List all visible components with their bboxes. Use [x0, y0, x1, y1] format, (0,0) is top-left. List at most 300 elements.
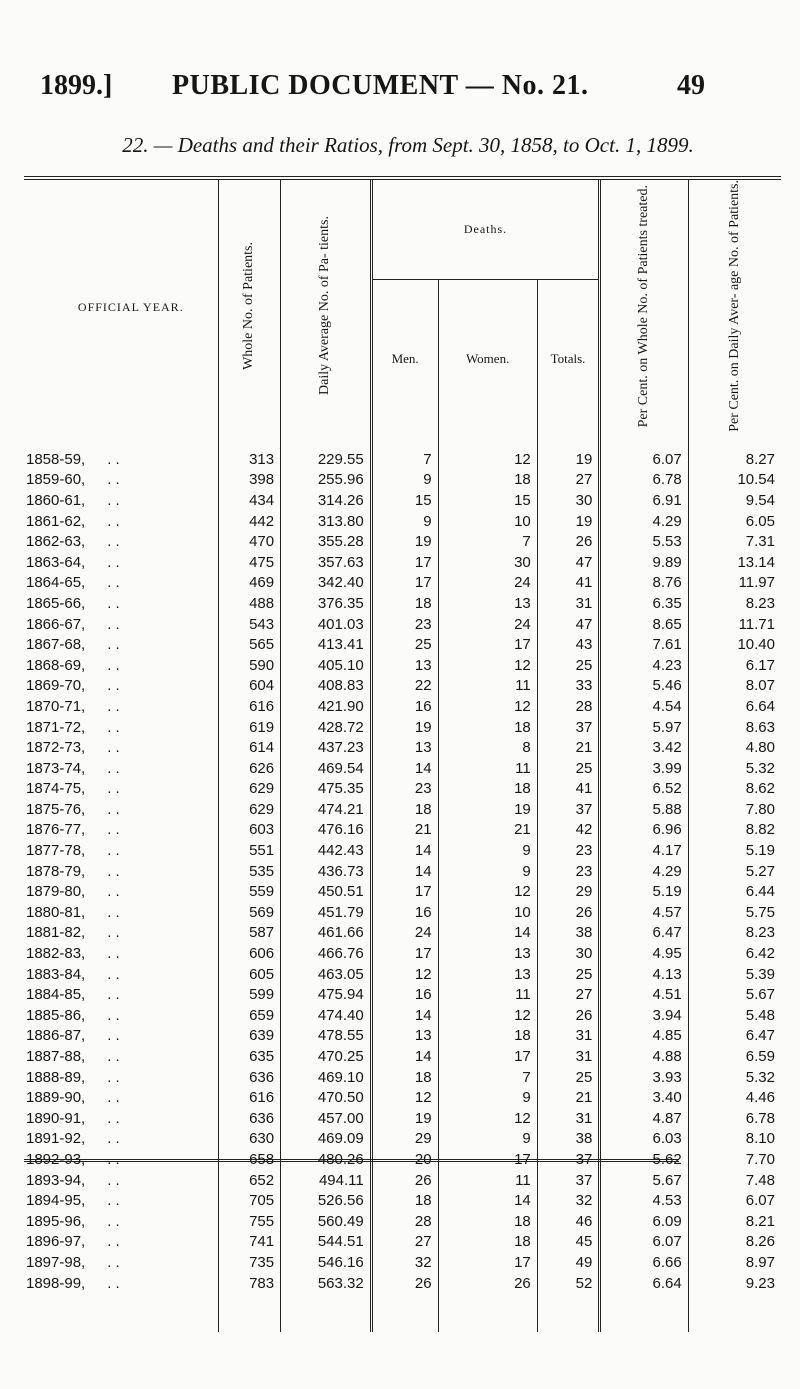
- row-leader-dots: . .: [107, 1109, 120, 1127]
- row-average: 478.55: [281, 1026, 372, 1047]
- row-women: 12: [438, 656, 537, 677]
- row-year-text: 1876-77,: [26, 821, 86, 839]
- table-row: [24, 553, 781, 574]
- row-pct-daily: 11.71: [688, 615, 781, 636]
- row-year-text: 1865-66,: [26, 594, 86, 612]
- row-men: 26: [371, 1274, 438, 1333]
- row-women: 12: [438, 697, 537, 718]
- row-year: [24, 1253, 218, 1274]
- table-row: [24, 532, 781, 553]
- page-number: 49: [677, 70, 705, 101]
- table-row: [24, 436, 781, 471]
- row-pct-daily: 8.23: [688, 594, 781, 615]
- row-whole: 313: [218, 436, 281, 471]
- row-total: 19: [537, 436, 600, 471]
- row-leader-dots: . .: [107, 986, 120, 1004]
- row-pct-daily: 8.26: [688, 1232, 781, 1253]
- row-women: 13: [438, 594, 537, 615]
- row-whole: 470: [218, 532, 281, 553]
- row-leader-dots: . .: [107, 574, 120, 592]
- row-pct-daily: 8.63: [688, 718, 781, 739]
- row-year-text: 1858-59,: [26, 450, 86, 468]
- row-pct-whole: 4.23: [600, 656, 688, 677]
- row-pct-whole: 5.88: [600, 800, 688, 821]
- row-year: [24, 635, 218, 656]
- row-pct-whole: 4.88: [600, 1047, 688, 1068]
- row-year: [24, 1232, 218, 1253]
- row-pct-whole: 4.54: [600, 697, 688, 718]
- row-pct-daily: 6.44: [688, 882, 781, 903]
- row-men: 13: [371, 738, 438, 759]
- row-whole: 587: [218, 923, 281, 944]
- row-whole: 434: [218, 491, 281, 512]
- row-men: 32: [371, 1253, 438, 1274]
- col-header-pct-daily-text: Per Cent. on Daily Aver- age No. of Patients.: [726, 180, 742, 432]
- row-total: 26: [537, 1006, 600, 1027]
- row-women: 14: [438, 923, 537, 944]
- row-pct-whole: 4.29: [600, 862, 688, 883]
- row-men: 9: [371, 470, 438, 491]
- row-total: 25: [537, 965, 600, 986]
- bottom-rule: [24, 1159, 679, 1162]
- row-average: 450.51: [281, 882, 372, 903]
- row-year-text: 1874-75,: [26, 780, 86, 798]
- table-row: [24, 491, 781, 512]
- row-total: 27: [537, 985, 600, 1006]
- row-pct-whole: 7.61: [600, 635, 688, 656]
- row-leader-dots: . .: [107, 718, 120, 736]
- row-average: 437.23: [281, 738, 372, 759]
- row-pct-daily: 6.07: [688, 1191, 781, 1212]
- row-leader-dots: . .: [107, 821, 120, 839]
- row-total: 49: [537, 1253, 600, 1274]
- row-total: 23: [537, 862, 600, 883]
- row-total: 27: [537, 470, 600, 491]
- row-year: [24, 1068, 218, 1089]
- row-leader-dots: . .: [107, 512, 120, 530]
- row-pct-daily: 13.14: [688, 553, 781, 574]
- row-year-text: 1895-96,: [26, 1212, 86, 1230]
- row-pct-daily: 5.75: [688, 903, 781, 924]
- row-year: [24, 697, 218, 718]
- row-pct-daily: 8.97: [688, 1253, 781, 1274]
- row-year-text: 1859-60,: [26, 471, 86, 489]
- row-women: 9: [438, 1088, 537, 1109]
- row-year-text: 1882-83,: [26, 945, 86, 963]
- table-row: [24, 676, 781, 697]
- row-average: 376.35: [281, 594, 372, 615]
- row-average: 357.63: [281, 553, 372, 574]
- row-women: 13: [438, 944, 537, 965]
- row-men: 14: [371, 1006, 438, 1027]
- row-women: 19: [438, 800, 537, 821]
- row-whole: 590: [218, 656, 281, 677]
- row-pct-whole: 4.85: [600, 1026, 688, 1047]
- row-leader-dots: . .: [107, 677, 120, 695]
- row-whole: 604: [218, 676, 281, 697]
- row-year-text: 1877-78,: [26, 842, 86, 860]
- table-row: [24, 1109, 781, 1130]
- row-leader-dots: . .: [107, 553, 120, 571]
- row-pct-whole: 6.47: [600, 923, 688, 944]
- row-year: [24, 1191, 218, 1212]
- header-year: 1899.]: [40, 70, 113, 101]
- row-average: 475.94: [281, 985, 372, 1006]
- row-year: [24, 1026, 218, 1047]
- row-men: 28: [371, 1212, 438, 1233]
- row-leader-dots: . .: [107, 656, 120, 674]
- row-year: [24, 820, 218, 841]
- row-average: 355.28: [281, 532, 372, 553]
- row-men: 16: [371, 697, 438, 718]
- col-header-average: [281, 178, 372, 436]
- row-whole: 559: [218, 882, 281, 903]
- row-year: [24, 1171, 218, 1192]
- row-year: [24, 985, 218, 1006]
- row-leader-dots: . .: [107, 615, 120, 633]
- table-row: [24, 1232, 781, 1253]
- row-leader-dots: . .: [107, 862, 120, 880]
- row-year-text: 1871-72,: [26, 718, 86, 736]
- row-pct-whole: 6.03: [600, 1129, 688, 1150]
- row-average: 480.26: [281, 1150, 372, 1171]
- row-year-text: 1891-92,: [26, 1130, 86, 1148]
- row-pct-daily: 6.42: [688, 944, 781, 965]
- row-pct-whole: 5.62: [600, 1150, 688, 1171]
- row-leader-dots: . .: [107, 800, 120, 818]
- row-year-text: 1898-99,: [26, 1274, 86, 1292]
- row-total: 31: [537, 1047, 600, 1068]
- row-year: [24, 738, 218, 759]
- row-pct-whole: 6.91: [600, 491, 688, 512]
- row-total: 26: [537, 903, 600, 924]
- row-total: 26: [537, 532, 600, 553]
- row-year: [24, 436, 218, 471]
- row-whole: 603: [218, 820, 281, 841]
- row-average: 463.05: [281, 965, 372, 986]
- row-pct-whole: 4.53: [600, 1191, 688, 1212]
- row-pct-daily: 11.97: [688, 573, 781, 594]
- table-row: [24, 779, 781, 800]
- row-leader-dots: . .: [107, 1027, 120, 1045]
- table-row: [24, 820, 781, 841]
- table-row: [24, 903, 781, 924]
- row-total: 52: [537, 1274, 600, 1333]
- row-year-text: 1889-90,: [26, 1089, 86, 1107]
- row-women: 17: [438, 1150, 537, 1171]
- row-average: 476.16: [281, 820, 372, 841]
- row-pct-daily: 7.70: [688, 1150, 781, 1171]
- row-average: 342.40: [281, 573, 372, 594]
- row-whole: 636: [218, 1109, 281, 1130]
- row-men: 13: [371, 656, 438, 677]
- row-whole: 639: [218, 1026, 281, 1047]
- table-row: [24, 1006, 781, 1027]
- row-year-text: 1892-93,: [26, 1150, 86, 1168]
- row-women: 9: [438, 841, 537, 862]
- row-whole: 551: [218, 841, 281, 862]
- table-row: [24, 985, 781, 1006]
- row-pct-whole: 4.57: [600, 903, 688, 924]
- row-whole: 543: [218, 615, 281, 636]
- table-title: 22. — Deaths and their Ratios, from Sept. 30, 1858, to Oct. 1, 1899.: [122, 133, 694, 157]
- row-women: 18: [438, 1212, 537, 1233]
- row-pct-daily: 7.80: [688, 800, 781, 821]
- row-whole: 605: [218, 965, 281, 986]
- col-header-totals: Totals.: [537, 280, 600, 436]
- row-pct-daily: 8.23: [688, 923, 781, 944]
- row-men: 24: [371, 923, 438, 944]
- row-leader-dots: . .: [107, 759, 120, 777]
- row-women: 15: [438, 491, 537, 512]
- row-men: 7: [371, 436, 438, 471]
- row-total: 41: [537, 573, 600, 594]
- table-row: [24, 1129, 781, 1150]
- row-pct-daily: 8.21: [688, 1212, 781, 1233]
- row-pct-daily: 5.39: [688, 965, 781, 986]
- row-total: 19: [537, 512, 600, 533]
- row-leader-dots: . .: [107, 1150, 120, 1168]
- table-row: [24, 800, 781, 821]
- row-men: 12: [371, 1088, 438, 1109]
- row-average: 469.09: [281, 1129, 372, 1150]
- row-total: 29: [537, 882, 600, 903]
- row-average: 229.55: [281, 436, 372, 471]
- row-men: 18: [371, 594, 438, 615]
- row-men: 22: [371, 676, 438, 697]
- table-row: [24, 1088, 781, 1109]
- row-leader-dots: . .: [107, 883, 120, 901]
- row-pct-daily: 5.48: [688, 1006, 781, 1027]
- row-women: 10: [438, 903, 537, 924]
- row-pct-daily: 8.27: [688, 436, 781, 471]
- row-pct-whole: 4.95: [600, 944, 688, 965]
- row-pct-whole: 3.93: [600, 1068, 688, 1089]
- row-year: [24, 491, 218, 512]
- row-year: [24, 573, 218, 594]
- row-men: 19: [371, 718, 438, 739]
- row-average: 255.96: [281, 470, 372, 491]
- row-average: 563.32: [281, 1274, 372, 1333]
- row-average: 413.41: [281, 635, 372, 656]
- row-year: [24, 676, 218, 697]
- row-pct-whole: 3.42: [600, 738, 688, 759]
- row-total: 37: [537, 800, 600, 821]
- col-header-whole-text: Whole No. of Patients.: [241, 241, 257, 370]
- row-women: 12: [438, 1006, 537, 1027]
- row-year: [24, 862, 218, 883]
- table-row: [24, 862, 781, 883]
- row-leader-dots: . .: [107, 1274, 120, 1292]
- row-pct-whole: 6.07: [600, 1232, 688, 1253]
- row-leader-dots: . .: [107, 1068, 120, 1086]
- row-average: 466.76: [281, 944, 372, 965]
- table-row: [24, 923, 781, 944]
- row-year: [24, 470, 218, 491]
- row-year-text: 1862-63,: [26, 533, 86, 551]
- col-header-average-text: Daily Average No. of Pa- tients.: [317, 216, 333, 396]
- row-men: 18: [371, 1191, 438, 1212]
- row-total: 32: [537, 1191, 600, 1212]
- row-women: 30: [438, 553, 537, 574]
- row-men: 25: [371, 635, 438, 656]
- row-men: 17: [371, 553, 438, 574]
- row-leader-dots: . .: [107, 1130, 120, 1148]
- row-year-text: 1893-94,: [26, 1171, 86, 1189]
- row-pct-whole: 4.17: [600, 841, 688, 862]
- row-year: [24, 1274, 218, 1333]
- row-total: 45: [537, 1232, 600, 1253]
- row-average: 469.54: [281, 759, 372, 780]
- row-whole: 659: [218, 1006, 281, 1027]
- row-women: 9: [438, 1129, 537, 1150]
- row-year-text: 1875-76,: [26, 800, 86, 818]
- row-pct-whole: 6.07: [600, 436, 688, 471]
- row-year-text: 1883-84,: [26, 965, 86, 983]
- row-leader-dots: . .: [107, 594, 120, 612]
- row-year: [24, 800, 218, 821]
- table-row: [24, 944, 781, 965]
- row-total: 21: [537, 1088, 600, 1109]
- table-row: [24, 841, 781, 862]
- row-leader-dots: . .: [107, 1006, 120, 1024]
- row-women: 14: [438, 1191, 537, 1212]
- row-men: 17: [371, 573, 438, 594]
- col-header-pct-whole: [600, 178, 688, 436]
- row-leader-dots: . .: [107, 965, 120, 983]
- row-men: 23: [371, 615, 438, 636]
- row-pct-whole: 4.29: [600, 512, 688, 533]
- row-average: 313.80: [281, 512, 372, 533]
- row-women: 12: [438, 436, 537, 471]
- row-pct-daily: 10.54: [688, 470, 781, 491]
- row-total: 47: [537, 615, 600, 636]
- row-year-text: 1873-74,: [26, 759, 86, 777]
- row-year: [24, 1129, 218, 1150]
- row-year-text: 1896-97,: [26, 1233, 86, 1251]
- table-row: [24, 1026, 781, 1047]
- row-pct-daily: 9.23: [688, 1274, 781, 1333]
- row-total: 23: [537, 841, 600, 862]
- row-whole: 635: [218, 1047, 281, 1068]
- row-men: 15: [371, 491, 438, 512]
- row-whole: 616: [218, 1088, 281, 1109]
- row-whole: 783: [218, 1274, 281, 1333]
- row-leader-dots: . .: [107, 636, 120, 654]
- table-row: [24, 1212, 781, 1233]
- row-total: 30: [537, 944, 600, 965]
- row-year-text: 1885-86,: [26, 1006, 86, 1024]
- row-average: 469.10: [281, 1068, 372, 1089]
- row-year: [24, 1212, 218, 1233]
- row-leader-dots: . .: [107, 1253, 120, 1271]
- row-women: 24: [438, 573, 537, 594]
- row-leader-dots: . .: [107, 842, 120, 860]
- row-whole: 705: [218, 1191, 281, 1212]
- row-year-text: 1880-81,: [26, 903, 86, 921]
- row-year-text: 1861-62,: [26, 512, 86, 530]
- row-leader-dots: . .: [107, 1212, 120, 1230]
- row-men: 16: [371, 903, 438, 924]
- row-year: [24, 1088, 218, 1109]
- row-pct-daily: 8.82: [688, 820, 781, 841]
- row-total: 21: [537, 738, 600, 759]
- row-year-text: 1872-73,: [26, 739, 86, 757]
- row-pct-whole: 6.52: [600, 779, 688, 800]
- row-total: 38: [537, 1129, 600, 1150]
- row-whole: 475: [218, 553, 281, 574]
- row-whole: 398: [218, 470, 281, 491]
- row-total: 30: [537, 491, 600, 512]
- row-pct-daily: 8.10: [688, 1129, 781, 1150]
- table-row: [24, 1047, 781, 1068]
- row-average: 314.26: [281, 491, 372, 512]
- row-pct-whole: 6.96: [600, 820, 688, 841]
- row-year: [24, 512, 218, 533]
- row-year: [24, 615, 218, 636]
- table-row: [24, 738, 781, 759]
- row-year: [24, 594, 218, 615]
- row-men: 18: [371, 1068, 438, 1089]
- row-leader-dots: . .: [107, 491, 120, 509]
- row-pct-whole: 6.35: [600, 594, 688, 615]
- row-pct-daily: 6.05: [688, 512, 781, 533]
- row-total: 31: [537, 1026, 600, 1047]
- row-total: 37: [537, 718, 600, 739]
- row-leader-dots: . .: [107, 945, 120, 963]
- row-men: 18: [371, 800, 438, 821]
- row-whole: 629: [218, 800, 281, 821]
- row-pct-daily: 6.64: [688, 697, 781, 718]
- row-year: [24, 532, 218, 553]
- row-pct-whole: 4.51: [600, 985, 688, 1006]
- row-total: 42: [537, 820, 600, 841]
- row-year-text: 1887-88,: [26, 1048, 86, 1066]
- row-pct-whole: 5.97: [600, 718, 688, 739]
- row-average: 428.72: [281, 718, 372, 739]
- row-women: 17: [438, 635, 537, 656]
- row-leader-dots: . .: [107, 450, 120, 468]
- page-header: [40, 70, 705, 116]
- row-pct-whole: 5.46: [600, 676, 688, 697]
- row-leader-dots: . .: [107, 780, 120, 798]
- row-whole: 636: [218, 1068, 281, 1089]
- row-men: 21: [371, 820, 438, 841]
- row-women: 11: [438, 759, 537, 780]
- row-year-text: 1870-71,: [26, 697, 86, 715]
- row-whole: 616: [218, 697, 281, 718]
- col-header-whole: [218, 178, 281, 436]
- row-pct-daily: 4.46: [688, 1088, 781, 1109]
- row-year: [24, 718, 218, 739]
- row-whole: 629: [218, 779, 281, 800]
- row-men: 9: [371, 512, 438, 533]
- row-average: 474.40: [281, 1006, 372, 1027]
- row-year-text: 1863-64,: [26, 553, 86, 571]
- row-women: 18: [438, 1232, 537, 1253]
- row-average: 421.90: [281, 697, 372, 718]
- row-men: 20: [371, 1150, 438, 1171]
- row-pct-whole: 3.94: [600, 1006, 688, 1027]
- row-men: 14: [371, 1047, 438, 1068]
- row-women: 12: [438, 1109, 537, 1130]
- row-average: 401.03: [281, 615, 372, 636]
- row-whole: 535: [218, 862, 281, 883]
- table-row: [24, 1191, 781, 1212]
- row-women: 11: [438, 676, 537, 697]
- row-pct-whole: 6.66: [600, 1253, 688, 1274]
- row-men: 17: [371, 944, 438, 965]
